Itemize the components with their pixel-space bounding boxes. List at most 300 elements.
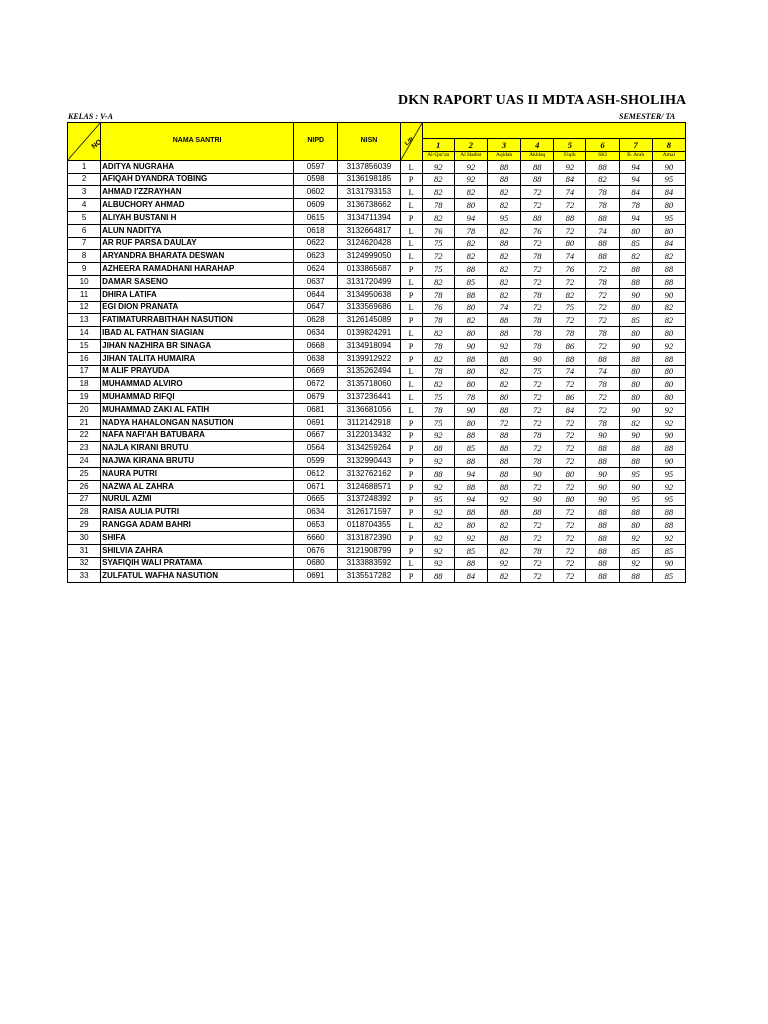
cell-score-8: 82: [652, 314, 685, 327]
subject-name-6: SKI: [586, 151, 619, 160]
cell-score-7: 95: [619, 467, 652, 480]
cell-score-1: 78: [422, 403, 454, 416]
cell-score-7: 85: [619, 237, 652, 250]
cell-lp: L: [400, 199, 422, 212]
table-row: [68, 506, 686, 519]
cell-score-5: 72: [554, 531, 586, 544]
cell-lp: P: [400, 506, 422, 519]
cell-no: 6: [68, 224, 101, 237]
cell-score-7: 95: [619, 493, 652, 506]
cell-nipd: 0598: [294, 173, 338, 186]
cell-no: 26: [68, 480, 101, 493]
cell-nisn: 3135718060: [338, 378, 400, 391]
cell-score-5: 84: [554, 173, 586, 186]
cell-score-7: 78: [619, 199, 652, 212]
cell-nama: DAMAR SASENO: [101, 275, 294, 288]
cell-nama: AHMAD I'ZZRAYHAN: [101, 186, 294, 199]
cell-score-4: 78: [521, 250, 554, 263]
cell-score-6: 88: [586, 211, 619, 224]
cell-no: 2: [68, 173, 101, 186]
cell-no: 3: [68, 186, 101, 199]
cell-score-6: 78: [586, 416, 619, 429]
cell-nipd: 0597: [294, 160, 338, 173]
cell-nisn: 3137856039: [338, 160, 400, 173]
cell-nama: MUHAMMAD ALVIRO: [101, 378, 294, 391]
cell-score-6: 88: [586, 570, 619, 583]
cell-score-2: 88: [454, 288, 487, 301]
cell-lp: P: [400, 531, 422, 544]
cell-score-8: 80: [652, 391, 685, 404]
header-mapel-spacer: [422, 123, 685, 139]
cell-score-4: 75: [521, 365, 554, 378]
cell-nama: SYAFIQIH WALI PRATAMA: [101, 557, 294, 570]
cell-score-4: 72: [521, 199, 554, 212]
cell-nisn: 3134259264: [338, 442, 400, 455]
cell-score-6: 72: [586, 339, 619, 352]
cell-lp: L: [400, 160, 422, 173]
cell-score-3: 88: [487, 506, 520, 519]
cell-nama: SHILVIA ZAHRA: [101, 544, 294, 557]
cell-score-6: 88: [586, 250, 619, 263]
cell-no: 23: [68, 442, 101, 455]
cell-score-2: 88: [454, 480, 487, 493]
cell-nipd: 6660: [294, 531, 338, 544]
cell-no: 31: [68, 544, 101, 557]
cell-score-2: 88: [454, 263, 487, 276]
cell-score-2: 88: [454, 429, 487, 442]
cell-lp: P: [400, 288, 422, 301]
cell-score-5: 86: [554, 391, 586, 404]
header-no-label: NO: [90, 138, 104, 151]
cell-score-6: 88: [586, 455, 619, 468]
cell-score-8: 85: [652, 570, 685, 583]
cell-nisn: 3131720499: [338, 275, 400, 288]
cell-lp: P: [400, 211, 422, 224]
cell-score-5: 78: [554, 327, 586, 340]
cell-score-6: 72: [586, 391, 619, 404]
cell-score-3: 88: [487, 173, 520, 186]
cell-score-2: 80: [454, 378, 487, 391]
cell-score-7: 90: [619, 339, 652, 352]
cell-nama: MUHAMMAD ZAKI AL FATIH: [101, 403, 294, 416]
subject-number-2: 2: [454, 139, 487, 152]
cell-score-3: 82: [487, 519, 520, 532]
cell-score-5: 82: [554, 288, 586, 301]
cell-nama: AZHEERA RAMADHANI HARAHAP: [101, 263, 294, 276]
cell-score-5: 72: [554, 519, 586, 532]
cell-lp: L: [400, 557, 422, 570]
table-row: [68, 314, 686, 327]
cell-nama: NAZWA AL ZAHRA: [101, 480, 294, 493]
cell-nama: DHIRA LATIFA: [101, 288, 294, 301]
cell-score-6: 78: [586, 327, 619, 340]
cell-score-4: 90: [521, 352, 554, 365]
cell-score-1: 92: [422, 531, 454, 544]
table-row: [68, 378, 686, 391]
cell-lp: L: [400, 519, 422, 532]
cell-nama: SHIFA: [101, 531, 294, 544]
cell-no: 29: [68, 519, 101, 532]
cell-score-8: 80: [652, 365, 685, 378]
cell-nisn: 3135517282: [338, 570, 400, 583]
cell-score-6: 82: [586, 173, 619, 186]
cell-score-4: 78: [521, 455, 554, 468]
cell-nipd: 0628: [294, 314, 338, 327]
cell-nipd: 0668: [294, 339, 338, 352]
cell-score-6: 90: [586, 493, 619, 506]
cell-score-3: 80: [487, 391, 520, 404]
cell-score-2: 88: [454, 352, 487, 365]
cell-score-7: 85: [619, 314, 652, 327]
table-row: [68, 455, 686, 468]
cell-score-1: 82: [422, 519, 454, 532]
cell-score-1: 82: [422, 275, 454, 288]
cell-score-4: 88: [521, 160, 554, 173]
cell-nama: NAJLA KIRANI BRUTU: [101, 442, 294, 455]
cell-score-3: 82: [487, 544, 520, 557]
cell-score-3: 82: [487, 250, 520, 263]
cell-score-4: 72: [521, 480, 554, 493]
table-row: [68, 519, 686, 532]
cell-score-6: 90: [586, 480, 619, 493]
cell-score-2: 82: [454, 314, 487, 327]
cell-lp: P: [400, 416, 422, 429]
cell-score-3: 82: [487, 378, 520, 391]
cell-score-7: 80: [619, 224, 652, 237]
cell-score-6: 88: [586, 352, 619, 365]
cell-nipd: 0680: [294, 557, 338, 570]
cell-score-1: 78: [422, 365, 454, 378]
cell-lp: P: [400, 455, 422, 468]
cell-score-4: 78: [521, 314, 554, 327]
cell-nipd: 0602: [294, 186, 338, 199]
cell-score-2: 80: [454, 301, 487, 314]
cell-score-7: 90: [619, 429, 652, 442]
cell-score-2: 82: [454, 237, 487, 250]
cell-score-1: 92: [422, 544, 454, 557]
cell-nipd: 0634: [294, 327, 338, 340]
cell-nisn: 3124620428: [338, 237, 400, 250]
cell-score-4: 78: [521, 339, 554, 352]
table-row: [68, 531, 686, 544]
header-nisn: NISN: [338, 123, 400, 161]
cell-score-2: 90: [454, 339, 487, 352]
cell-score-5: 72: [554, 199, 586, 212]
cell-nama: ARYANDRA BHARATA DESWAN: [101, 250, 294, 263]
cell-nisn: 3121908799: [338, 544, 400, 557]
cell-score-7: 84: [619, 186, 652, 199]
cell-score-6: 78: [586, 186, 619, 199]
cell-score-7: 88: [619, 352, 652, 365]
cell-score-7: 90: [619, 288, 652, 301]
subject-number-7: 7: [619, 139, 652, 152]
cell-score-6: 88: [586, 442, 619, 455]
cell-nipd: 0691: [294, 570, 338, 583]
cell-score-5: 72: [554, 455, 586, 468]
cell-score-1: 88: [422, 467, 454, 480]
cell-score-1: 78: [422, 314, 454, 327]
table-header-row: [68, 123, 686, 139]
cell-score-8: 95: [652, 173, 685, 186]
cell-score-3: 82: [487, 199, 520, 212]
cell-score-5: 72: [554, 275, 586, 288]
cell-nisn: 3124688571: [338, 480, 400, 493]
cell-score-1: 88: [422, 442, 454, 455]
cell-score-1: 92: [422, 506, 454, 519]
table-row: [68, 365, 686, 378]
cell-nama: NURUL AZMI: [101, 493, 294, 506]
cell-nipd: 0599: [294, 455, 338, 468]
cell-score-6: 78: [586, 378, 619, 391]
cell-no: 24: [68, 455, 101, 468]
subject-number-4: 4: [521, 139, 554, 152]
cell-nipd: 0681: [294, 403, 338, 416]
table-row: [68, 263, 686, 276]
cell-score-8: 90: [652, 160, 685, 173]
cell-score-4: 76: [521, 224, 554, 237]
cell-nama: NAJWA KIRANA BRUTU: [101, 455, 294, 468]
cell-score-4: 90: [521, 493, 554, 506]
cell-no: 15: [68, 339, 101, 352]
cell-score-3: 82: [487, 288, 520, 301]
table-row: [68, 429, 686, 442]
cell-score-4: 72: [521, 378, 554, 391]
table-row: [68, 391, 686, 404]
cell-score-8: 92: [652, 416, 685, 429]
cell-lp: P: [400, 263, 422, 276]
cell-score-2: 80: [454, 519, 487, 532]
cell-nipd: 0609: [294, 199, 338, 212]
cell-score-6: 88: [586, 531, 619, 544]
cell-score-3: 88: [487, 160, 520, 173]
cell-nama: FATIMATURRABITHAH NASUTION: [101, 314, 294, 327]
cell-nisn: 3135262494: [338, 365, 400, 378]
grades-table: [67, 122, 686, 583]
cell-score-3: 88: [487, 429, 520, 442]
cell-score-8: 88: [652, 275, 685, 288]
cell-nipd: 0612: [294, 467, 338, 480]
cell-lp: P: [400, 570, 422, 583]
cell-score-2: 85: [454, 442, 487, 455]
cell-score-5: 88: [554, 352, 586, 365]
table-row: [68, 467, 686, 480]
cell-score-8: 80: [652, 199, 685, 212]
cell-score-2: 92: [454, 531, 487, 544]
cell-no: 12: [68, 301, 101, 314]
cell-score-1: 82: [422, 378, 454, 391]
table-row: [68, 211, 686, 224]
cell-no: 8: [68, 250, 101, 263]
cell-score-6: 88: [586, 160, 619, 173]
cell-score-5: 72: [554, 314, 586, 327]
cell-no: 33: [68, 570, 101, 583]
subject-number-5: 5: [554, 139, 586, 152]
cell-score-5: 80: [554, 493, 586, 506]
cell-score-8: 90: [652, 455, 685, 468]
cell-score-7: 80: [619, 391, 652, 404]
cell-lp: P: [400, 339, 422, 352]
cell-score-1: 78: [422, 339, 454, 352]
cell-score-8: 88: [652, 263, 685, 276]
cell-score-5: 88: [554, 211, 586, 224]
cell-score-7: 80: [619, 519, 652, 532]
cell-no: 16: [68, 352, 101, 365]
cell-score-2: 94: [454, 467, 487, 480]
cell-nipd: 0644: [294, 288, 338, 301]
cell-no: 32: [68, 557, 101, 570]
cell-score-5: 76: [554, 263, 586, 276]
cell-score-8: 80: [652, 378, 685, 391]
header-lp: [400, 123, 422, 161]
table-row: [68, 339, 686, 352]
cell-score-3: 88: [487, 352, 520, 365]
cell-nama: ALIYAH BUSTANI H: [101, 211, 294, 224]
cell-score-3: 82: [487, 275, 520, 288]
cell-nisn: 0118704355: [338, 519, 400, 532]
table-row: [68, 544, 686, 557]
cell-score-4: 72: [521, 570, 554, 583]
cell-nisn: 3133883592: [338, 557, 400, 570]
cell-score-4: 72: [521, 416, 554, 429]
header-nipd: NIPD: [294, 123, 338, 161]
cell-score-3: 88: [487, 455, 520, 468]
cell-score-4: 88: [521, 211, 554, 224]
cell-score-5: 72: [554, 429, 586, 442]
cell-score-7: 88: [619, 275, 652, 288]
cell-lp: L: [400, 224, 422, 237]
cell-lp: P: [400, 314, 422, 327]
cell-nama: AR RUF PARSA DAULAY: [101, 237, 294, 250]
cell-nama: JIHAN NAZHIRA BR SINAGA: [101, 339, 294, 352]
cell-score-4: 72: [521, 557, 554, 570]
cell-score-4: 72: [521, 237, 554, 250]
table-row: [68, 288, 686, 301]
cell-no: 22: [68, 429, 101, 442]
cell-score-8: 92: [652, 531, 685, 544]
table-row: [68, 199, 686, 212]
cell-nipd: 0665: [294, 493, 338, 506]
cell-no: 13: [68, 314, 101, 327]
cell-score-1: 92: [422, 557, 454, 570]
cell-score-2: 78: [454, 391, 487, 404]
cell-score-3: 92: [487, 339, 520, 352]
cell-nipd: 0691: [294, 416, 338, 429]
cell-score-8: 92: [652, 339, 685, 352]
cell-lp: P: [400, 544, 422, 557]
cell-nisn: 3134918094: [338, 339, 400, 352]
cell-score-3: 88: [487, 237, 520, 250]
cell-score-4: 78: [521, 327, 554, 340]
cell-score-6: 72: [586, 301, 619, 314]
cell-lp: P: [400, 352, 422, 365]
cell-nama: MUHAMMAD RIFQI: [101, 391, 294, 404]
cell-score-6: 88: [586, 544, 619, 557]
cell-lp: L: [400, 301, 422, 314]
cell-score-3: 82: [487, 263, 520, 276]
cell-lp: L: [400, 378, 422, 391]
header-no: [68, 123, 104, 161]
cell-score-8: 80: [652, 327, 685, 340]
cell-lp: L: [400, 365, 422, 378]
cell-score-7: 90: [619, 403, 652, 416]
cell-nisn: 3131793153: [338, 186, 400, 199]
cell-lp: P: [400, 442, 422, 455]
cell-score-1: 75: [422, 263, 454, 276]
cell-nipd: 0667: [294, 429, 338, 442]
cell-score-8: 88: [652, 352, 685, 365]
cell-score-2: 94: [454, 211, 487, 224]
cell-score-3: 72: [487, 416, 520, 429]
subject-name-8: Amal: [652, 151, 685, 160]
cell-score-5: 72: [554, 224, 586, 237]
cell-nama: JIHAN TALITA HUMAIRA: [101, 352, 294, 365]
table-row: [68, 237, 686, 250]
cell-lp: P: [400, 467, 422, 480]
cell-no: 30: [68, 531, 101, 544]
cell-score-8: 88: [652, 519, 685, 532]
cell-nipd: 0637: [294, 275, 338, 288]
cell-score-7: 90: [619, 480, 652, 493]
table-row: [68, 352, 686, 365]
cell-score-2: 80: [454, 199, 487, 212]
cell-nisn: 3124999050: [338, 250, 400, 263]
cell-score-6: 90: [586, 467, 619, 480]
cell-score-5: 72: [554, 506, 586, 519]
cell-score-8: 95: [652, 467, 685, 480]
cell-score-3: 88: [487, 442, 520, 455]
table-row: [68, 250, 686, 263]
cell-score-2: 78: [454, 224, 487, 237]
cell-nisn: 3136681056: [338, 403, 400, 416]
cell-score-6: 72: [586, 314, 619, 327]
cell-nisn: 3133569686: [338, 301, 400, 314]
cell-no: 27: [68, 493, 101, 506]
cell-score-5: 72: [554, 570, 586, 583]
cell-score-5: 72: [554, 442, 586, 455]
cell-nama: ZULFATUL WAFHA NASUTION: [101, 570, 294, 583]
cell-nisn: 3126171597: [338, 506, 400, 519]
cell-score-8: 90: [652, 557, 685, 570]
cell-score-2: 80: [454, 365, 487, 378]
cell-score-1: 92: [422, 455, 454, 468]
cell-no: 11: [68, 288, 101, 301]
cell-score-5: 80: [554, 467, 586, 480]
cell-score-3: 92: [487, 557, 520, 570]
cell-score-2: 85: [454, 275, 487, 288]
cell-nipd: 0669: [294, 365, 338, 378]
subject-number-6: 6: [586, 139, 619, 152]
cell-score-7: 85: [619, 544, 652, 557]
cell-nipd: 0676: [294, 544, 338, 557]
cell-score-5: 72: [554, 378, 586, 391]
cell-score-6: 74: [586, 365, 619, 378]
cell-score-3: 92: [487, 493, 520, 506]
cell-score-7: 82: [619, 416, 652, 429]
cell-score-4: 72: [521, 186, 554, 199]
subject-name-1: Al-Qur'an: [422, 151, 454, 160]
cell-score-4: 78: [521, 544, 554, 557]
cell-score-7: 88: [619, 455, 652, 468]
cell-no: 18: [68, 378, 101, 391]
header-nama: NAMA SANTRI: [101, 123, 294, 161]
cell-score-8: 85: [652, 544, 685, 557]
cell-score-2: 80: [454, 327, 487, 340]
subject-name-2: Al Hadist: [454, 151, 487, 160]
cell-lp: L: [400, 275, 422, 288]
cell-nama: ALBUCHORY AHMAD: [101, 199, 294, 212]
cell-score-3: 88: [487, 403, 520, 416]
cell-nipd: 0679: [294, 391, 338, 404]
